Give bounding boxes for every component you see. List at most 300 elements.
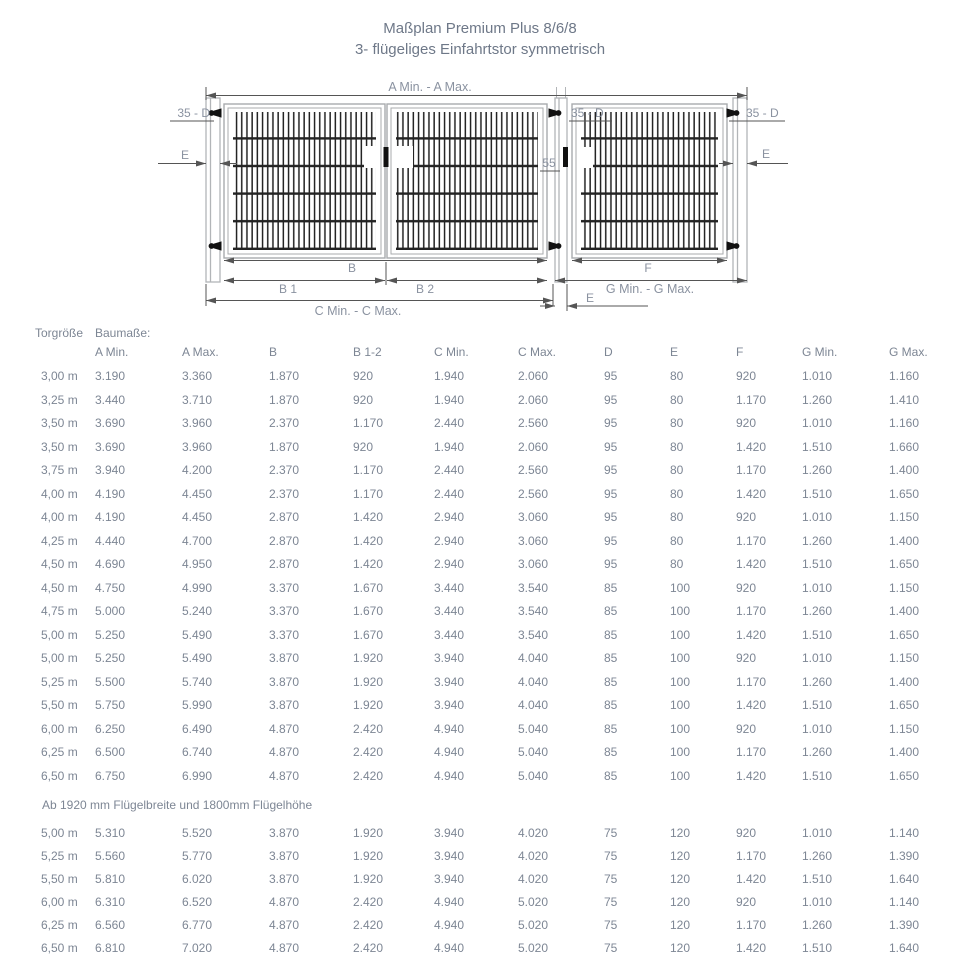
table-cell: 1.420 — [353, 533, 384, 548]
table-cell: 3.440 — [434, 627, 465, 642]
table-cell: 6,00 m — [41, 895, 78, 909]
table-cell: 80 — [670, 557, 684, 571]
table-cell: 2.060 — [518, 369, 549, 383]
table-cell: 2.440 — [434, 486, 465, 501]
table-cell: 3.940 — [434, 698, 465, 712]
table-cell: 1.920 — [353, 651, 384, 665]
table-cell: 1.140 — [889, 895, 920, 909]
table-cell: 2.560 — [518, 486, 549, 501]
table-cell: 3.870 — [269, 849, 300, 863]
table-cell: 5.490 — [182, 627, 213, 642]
table-cell: 5.040 — [518, 745, 549, 759]
column-header: G Max. — [889, 345, 928, 359]
label-c: C Min. - C Max. — [314, 304, 402, 318]
table-cell: 920 — [736, 369, 757, 383]
table-cell: 2.420 — [353, 768, 384, 783]
table-cell: 2.940 — [434, 510, 465, 524]
label-b2: B 2 — [415, 282, 435, 296]
table-cell: 120 — [670, 826, 691, 840]
label-d-mid: 35 - D — [571, 106, 604, 120]
table-cell: 120 — [670, 895, 691, 909]
table-cell: 7.020 — [182, 941, 213, 955]
table-cell: 1.170 — [353, 416, 384, 430]
table-cell: 1.640 — [889, 941, 920, 955]
table-cell: 1.260 — [802, 849, 833, 863]
table-cell: 100 — [670, 651, 691, 665]
table-cell: 3.440 — [434, 604, 465, 618]
table-cell: 4.870 — [269, 768, 300, 783]
table-cell: 1.400 — [889, 533, 920, 548]
title-line1: Maßplan Premium Plus 8/6/8 — [383, 20, 577, 37]
table-cell: 1.010 — [802, 651, 833, 665]
table-cell: 1.420 — [353, 510, 384, 524]
table-cell: 3.940 — [95, 463, 126, 477]
table-cell: 5.990 — [182, 698, 213, 712]
table-cell: 1.010 — [802, 416, 833, 430]
table-cell: 1.170 — [736, 463, 767, 477]
table-cell: 1.400 — [889, 604, 920, 618]
table-cell: 95 — [604, 510, 618, 524]
table-cell: 4.940 — [434, 895, 465, 909]
table-cell: 4.700 — [182, 533, 213, 548]
table-cell: 1.510 — [802, 439, 833, 454]
column-header: B 1-2 — [353, 345, 382, 359]
table-cell: 3.540 — [518, 604, 549, 618]
table-cell: 6.750 — [95, 768, 126, 783]
table-cell: 1.170 — [736, 849, 767, 863]
table-cell: 95 — [604, 369, 618, 383]
table-cell: 1.870 — [269, 369, 300, 383]
table-cell: 85 — [604, 627, 618, 642]
table-cell: 1.660 — [889, 439, 920, 454]
table-cell: 2.870 — [269, 510, 300, 524]
table-cell: 6,25 m — [41, 918, 78, 932]
table-cell: 95 — [604, 463, 618, 477]
title-line2: 3- flügeliges Einfahrtstor symmetrisch — [354, 41, 606, 58]
table-cell: 920 — [353, 392, 374, 407]
table-cell: 1.510 — [802, 872, 833, 886]
table-cell: 6.810 — [95, 941, 126, 955]
table-cell: 5.000 — [95, 604, 126, 618]
table-cell: 1.670 — [353, 604, 384, 618]
column-header: D — [604, 345, 613, 359]
column-header: C Max. — [518, 345, 557, 359]
table-cell: 5.740 — [182, 674, 213, 689]
table-cell: 1.260 — [802, 463, 833, 477]
label-d-right: 35 - D — [746, 106, 779, 120]
table-cell: 85 — [604, 674, 618, 689]
table-cell: 1.010 — [802, 895, 833, 909]
label-a-dim: A Min. - A Max. — [388, 80, 472, 94]
table-cell: 6,50 m — [41, 941, 78, 955]
table-cell: 3.060 — [518, 510, 549, 524]
table-cell: 1.420 — [736, 627, 767, 642]
table-cell: 4.940 — [434, 745, 465, 759]
table-cell: 1.170 — [736, 533, 767, 548]
table-cell: 5,25 m — [41, 674, 78, 689]
table-cell: 1.170 — [736, 604, 767, 618]
table-cell: 95 — [604, 392, 618, 407]
table-cell: 95 — [604, 416, 618, 430]
table-cell: 3.370 — [269, 580, 300, 595]
table-cell: 100 — [670, 604, 691, 618]
table-cell: 5.560 — [95, 849, 126, 863]
table-cell: 5,25 m — [41, 849, 78, 863]
table-cell: 5,50 m — [41, 698, 78, 712]
table-cell: 3.440 — [95, 392, 126, 407]
table-cell: 3.370 — [269, 627, 300, 642]
table-cell: 4.020 — [518, 826, 549, 840]
table-cell: 4.950 — [182, 557, 213, 571]
table-cell: 1.010 — [802, 510, 833, 524]
table-cell: 1.170 — [353, 463, 384, 477]
table-cell: 1.150 — [889, 651, 920, 665]
table-cell: 5.020 — [518, 941, 549, 955]
table-cell: 1.010 — [802, 721, 833, 736]
table-cell: 2.560 — [518, 463, 549, 477]
table-cell: 80 — [670, 369, 684, 383]
table-cell: 3,25 m — [41, 392, 78, 407]
table-cell: 120 — [670, 918, 691, 932]
column-group-baumasse: Baumaße: — [95, 326, 151, 340]
table-cell: 6.020 — [182, 872, 213, 886]
table-cell: 4.190 — [95, 510, 126, 524]
table-cell: 2.870 — [269, 533, 300, 548]
column-header: A Max. — [182, 345, 219, 359]
table-cell: 3.960 — [182, 439, 213, 454]
label-e-bottom: E — [585, 291, 595, 305]
table-cell: 120 — [670, 872, 691, 886]
table-cell: 4.870 — [269, 721, 300, 736]
table-cell: 920 — [736, 416, 757, 430]
table-cell: 1.010 — [802, 369, 833, 383]
table-cell: 75 — [604, 849, 618, 863]
table-cell: 1.140 — [889, 826, 920, 840]
table-cell: 100 — [670, 698, 691, 712]
table-cell: 3,50 m — [41, 416, 78, 430]
table-cell: 80 — [670, 510, 684, 524]
table-cell: 5.500 — [95, 674, 126, 689]
table-cell: 100 — [670, 580, 691, 595]
column-header: A Min. — [95, 345, 129, 359]
table-cell: 1.670 — [353, 627, 384, 642]
label-gap-55: 55 — [542, 156, 556, 170]
table-cell: 4.040 — [518, 651, 549, 665]
table-cell: 3.440 — [434, 580, 465, 595]
label-f: F — [644, 261, 652, 275]
table-cell: 85 — [604, 651, 618, 665]
table-cell: 5.520 — [182, 826, 213, 840]
table-cell: 3.870 — [269, 826, 300, 840]
table-cell: 4,00 m — [41, 510, 78, 524]
table-cell: 4.750 — [95, 580, 126, 595]
column-group-torgroesse: Torgröße — [35, 326, 84, 340]
table-cell: 2.420 — [353, 721, 384, 736]
table-cell: 5.250 — [95, 627, 126, 642]
table-cell: 1.650 — [889, 557, 920, 571]
table-cell: 920 — [736, 580, 757, 595]
table-cell: 3.870 — [269, 674, 300, 689]
table-cell: 4.870 — [269, 918, 300, 932]
table-cell: 2.440 — [434, 416, 465, 430]
table-cell: 95 — [604, 439, 618, 454]
table-cell: 85 — [604, 768, 618, 783]
table-cell: 1.420 — [736, 439, 767, 454]
table-cell: 4.450 — [182, 486, 213, 501]
table-cell: 1.390 — [889, 918, 920, 932]
table-cell: 5.040 — [518, 768, 549, 783]
table-cell: 4.940 — [434, 918, 465, 932]
table-cell: 920 — [736, 895, 757, 909]
table-cell: 4.190 — [95, 486, 126, 501]
table-cell: 3.540 — [518, 627, 549, 642]
table-cell: 5,00 m — [41, 651, 78, 665]
table-cell: 6,25 m — [41, 745, 78, 759]
table-cell: 95 — [604, 486, 618, 501]
table-cell: 1.510 — [802, 557, 833, 571]
table-cell: 1.670 — [353, 580, 384, 595]
table-cell: 3.690 — [95, 439, 126, 454]
table-cell: 2.440 — [434, 463, 465, 477]
table-cell: 920 — [736, 510, 757, 524]
table-cell: 4.450 — [182, 510, 213, 524]
table-cell: 80 — [670, 533, 684, 548]
table-cell: 85 — [604, 580, 618, 595]
table-cell: 5.810 — [95, 872, 126, 886]
table-cell: 1.650 — [889, 698, 920, 712]
table-cell: 80 — [670, 392, 684, 407]
table-cell: 6,00 m — [41, 721, 78, 736]
table-cell: 2.370 — [269, 486, 300, 501]
table-cell: 4,00 m — [41, 486, 78, 501]
table-cell: 85 — [604, 745, 618, 759]
table-cell: 2.370 — [269, 463, 300, 477]
table-cell: 6.500 — [95, 745, 126, 759]
table-cell: 3.710 — [182, 392, 213, 407]
label-e-right: E — [761, 147, 771, 161]
table-cell: 1.870 — [269, 392, 300, 407]
table-cell: 3.060 — [518, 533, 549, 548]
table-cell: 3,75 m — [41, 463, 78, 477]
section-note: Ab 1920 mm Flügelbreite und 1800mm Flügelhöhe — [42, 798, 313, 812]
table-cell: 3.060 — [518, 557, 549, 571]
table-cell: 100 — [670, 627, 691, 642]
table-cell: 2.060 — [518, 439, 549, 454]
table-cell: 1.260 — [802, 604, 833, 618]
table-cell: 120 — [670, 849, 691, 863]
table-cell: 1.420 — [736, 872, 767, 886]
table-cell: 1.170 — [353, 486, 384, 501]
table-cell: 4.040 — [518, 698, 549, 712]
table-cell: 2.940 — [434, 557, 465, 571]
table-cell: 4.940 — [434, 768, 465, 783]
table-cell: 920 — [736, 721, 757, 736]
table-cell: 3.540 — [518, 580, 549, 595]
table-cell: 1.260 — [802, 918, 833, 932]
table-cell: 5,00 m — [41, 826, 78, 840]
table-cell: 1.640 — [889, 872, 920, 886]
table-cell: 95 — [604, 533, 618, 548]
label-b1: B 1 — [278, 282, 298, 296]
table-cell: 1.420 — [736, 557, 767, 571]
table-cell: 75 — [604, 895, 618, 909]
table-cell: 4.440 — [95, 533, 126, 548]
table-cell: 4.200 — [182, 463, 213, 477]
table-cell: 2.420 — [353, 941, 384, 955]
table-cell: 1.170 — [736, 674, 767, 689]
table-cell: 1.870 — [269, 439, 300, 454]
table-cell: 6.520 — [182, 895, 213, 909]
table-cell: 5.250 — [95, 651, 126, 665]
table-cell: 4.990 — [182, 580, 213, 595]
table-cell: 75 — [604, 918, 618, 932]
table-cell: 3.940 — [434, 826, 465, 840]
table-cell: 6.740 — [182, 745, 213, 759]
column-header: E — [670, 345, 679, 359]
table-cell: 3,50 m — [41, 439, 78, 454]
table-cell: 5.490 — [182, 651, 213, 665]
table-cell: 5.770 — [182, 849, 213, 863]
table-cell: 1.650 — [889, 486, 920, 501]
table-cell: 1.010 — [802, 580, 833, 595]
label-b: B — [347, 261, 357, 275]
table-cell: 2.420 — [353, 895, 384, 909]
table-cell: 1.420 — [736, 698, 767, 712]
table-cell: 2.370 — [269, 416, 300, 430]
table-cell: 4.690 — [95, 557, 126, 571]
table-cell: 6.250 — [95, 721, 126, 736]
column-header: B — [269, 345, 278, 359]
label-d-left: 35 - D — [177, 106, 210, 120]
label-g: G Min. - G Max. — [605, 282, 695, 296]
table-cell: 920 — [353, 439, 374, 454]
table-cell: 80 — [670, 463, 684, 477]
table-cell: 120 — [670, 941, 691, 955]
table-cell: 6.560 — [95, 918, 126, 932]
table-cell: 1.150 — [889, 510, 920, 524]
table-cell: 1.400 — [889, 674, 920, 689]
column-header: C Min. — [434, 345, 469, 359]
table-cell: 3.940 — [434, 872, 465, 886]
table-cell: 5,00 m — [41, 627, 78, 642]
table-cell: 85 — [604, 604, 618, 618]
table-cell: 1.920 — [353, 674, 384, 689]
table-cell: 1.510 — [802, 627, 833, 642]
table-cell: 3.960 — [182, 416, 213, 430]
table-cell: 1.150 — [889, 721, 920, 736]
table-cell: 3,00 m — [41, 369, 78, 383]
table-cell: 3.870 — [269, 651, 300, 665]
table-cell: 1.410 — [889, 392, 920, 407]
table-cell: 4.870 — [269, 895, 300, 909]
table-cell: 100 — [670, 768, 691, 783]
table-cell: 100 — [670, 674, 691, 689]
table-cell: 1.920 — [353, 698, 384, 712]
table-cell: 1.400 — [889, 463, 920, 477]
table-cell: 4,50 m — [41, 580, 78, 595]
table-cell: 3.690 — [95, 416, 126, 430]
table-cell: 4,75 m — [41, 604, 78, 618]
table-cell: 80 — [670, 486, 684, 501]
table-cell: 2.420 — [353, 918, 384, 932]
table-cell: 4.020 — [518, 849, 549, 863]
table-cell: 1.420 — [736, 486, 767, 501]
table-cell: 1.940 — [434, 369, 465, 383]
table-cell: 1.650 — [889, 768, 920, 783]
table-cell: 1.510 — [802, 768, 833, 783]
table-cell: 5.020 — [518, 918, 549, 932]
table-cell: 80 — [670, 439, 684, 454]
table-cell: 6.770 — [182, 918, 213, 932]
table-cell: 1.160 — [889, 416, 920, 430]
table-cell: 1.170 — [736, 918, 767, 932]
table-cell: 6.310 — [95, 895, 126, 909]
table-cell: 95 — [604, 557, 618, 571]
table-cell: 4.940 — [434, 941, 465, 955]
table-cell: 1.650 — [889, 627, 920, 642]
table-cell: 2.060 — [518, 392, 549, 407]
table-cell: 4,50 m — [41, 557, 78, 571]
table-cell: 3.940 — [434, 674, 465, 689]
table-cell: 4.940 — [434, 721, 465, 736]
table-cell: 1.170 — [736, 745, 767, 759]
table-cell: 5.310 — [95, 826, 126, 840]
table-cell: 100 — [670, 721, 691, 736]
table-cell: 4.020 — [518, 872, 549, 886]
table-cell: 3.370 — [269, 604, 300, 618]
table-cell: 1.390 — [889, 849, 920, 863]
table-cell: 1.170 — [736, 392, 767, 407]
table-cell: 5.240 — [182, 604, 213, 618]
column-header: F — [736, 345, 744, 359]
table-cell: 5.020 — [518, 895, 549, 909]
column-header: G Min. — [802, 345, 838, 359]
table-cell: 3.360 — [182, 369, 213, 383]
table-cell: 2.420 — [353, 745, 384, 759]
table-cell: 2.870 — [269, 557, 300, 571]
table-cell: 4,25 m — [41, 533, 78, 548]
table-cell: 1.260 — [802, 745, 833, 759]
table-cell: 75 — [604, 826, 618, 840]
table-cell: 4.870 — [269, 745, 300, 759]
table-cell: 920 — [736, 651, 757, 665]
table-cell: 3.940 — [434, 651, 465, 665]
table-cell: 1.420 — [736, 941, 767, 955]
table-cell: 5.040 — [518, 721, 549, 736]
table-cell: 3.940 — [434, 849, 465, 863]
table-cell: 1.260 — [802, 392, 833, 407]
table-cell: 4.870 — [269, 941, 300, 955]
table-cell: 85 — [604, 698, 618, 712]
table-cell: 920 — [736, 826, 757, 840]
table-cell: 1.920 — [353, 872, 384, 886]
table-cell: 1.260 — [802, 674, 833, 689]
table-cell: 5.750 — [95, 698, 126, 712]
table-cell: 1.940 — [434, 439, 465, 454]
table-cell: 1.010 — [802, 826, 833, 840]
table-cell: 1.920 — [353, 826, 384, 840]
table-cell: 3.870 — [269, 698, 300, 712]
table-cell: 920 — [353, 369, 374, 383]
table-cell: 1.940 — [434, 392, 465, 407]
label-e-left: E — [180, 148, 190, 162]
table-cell: 1.420 — [736, 768, 767, 783]
table-cell: 75 — [604, 872, 618, 886]
table-cell: 100 — [670, 745, 691, 759]
table-cell: 80 — [670, 416, 684, 430]
table-cell: 1.920 — [353, 849, 384, 863]
table-cell: 3.870 — [269, 872, 300, 886]
